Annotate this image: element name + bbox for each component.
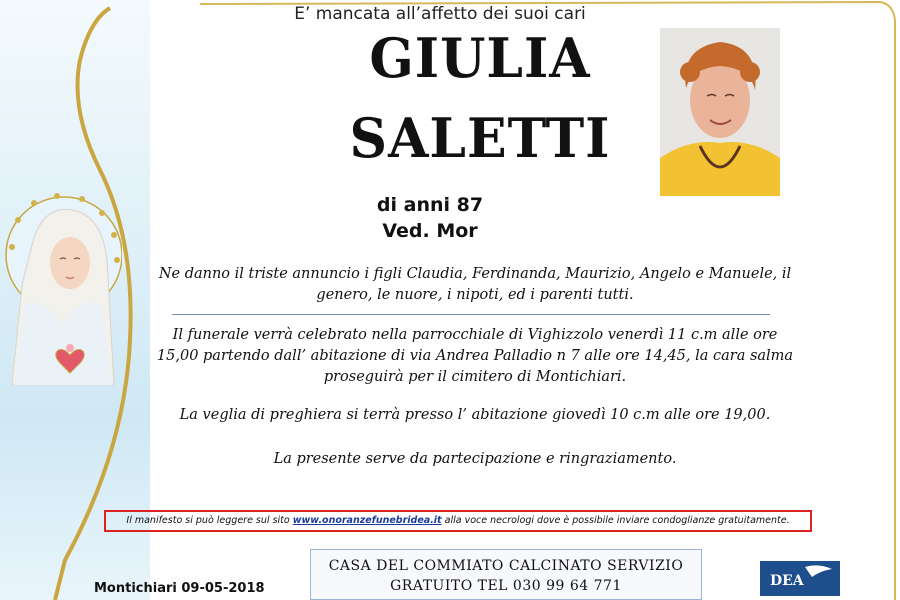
age-line: di anni 87 [376, 194, 484, 216]
website-notice [104, 510, 812, 532]
closing-text: La presente serve da partecipazione e ringraziamento. [273, 451, 677, 467]
casa-commiato-box [310, 549, 702, 600]
logo-text: DEA [770, 573, 804, 589]
casa-line-1: CASA DEL COMMIATO CALCINATO SERVIZIO [328, 558, 684, 574]
intro-text: E’ mancata all’affetto dei suoi cari [294, 4, 586, 24]
divider-line [172, 314, 770, 315]
notice-suffix: alla voce necrologi dove è possibile inviare condoglianze gratuitamente. [441, 515, 790, 526]
funeral-text: Il funerale verrà celebrato nella parrocchiale di Vighizzolo venerdì 11 c.m alle ore 15,00 partendo dall’ abitazione di via Andrea Palladio n 7 alle ore 14,45, la cara salma proseguirà per il cimitero di Montichiari. [156, 327, 794, 385]
widow-line: Ved. Mor [382, 220, 478, 242]
deceased-last-name: SALETTI [349, 106, 611, 171]
deceased-first-name: GIULIA [369, 26, 591, 91]
portrait-photo [660, 28, 780, 196]
casa-line-2: GRATUITO TEL 030 99 64 771 [390, 578, 622, 594]
dea-logo [760, 561, 840, 596]
vigil-text: La veglia di preghiera si terrà presso l’ abitazione giovedì 10 c.m alle ore 19,00. [179, 407, 771, 423]
announcement-text: Ne danno il triste annuncio i figli Claudia, Ferdinanda, Maurizio, Angelo e Manuele, il genero, le nuore, i nipoti, ed i parenti tutti. [158, 266, 792, 303]
website-link[interactable]: www.onoranzefunebridea.it [292, 515, 442, 526]
place-date: Montichiari 09-05-2018 [94, 581, 265, 596]
notice-prefix: Il manifesto si può leggere sul sito [126, 515, 293, 526]
madonna-image [2, 185, 122, 400]
